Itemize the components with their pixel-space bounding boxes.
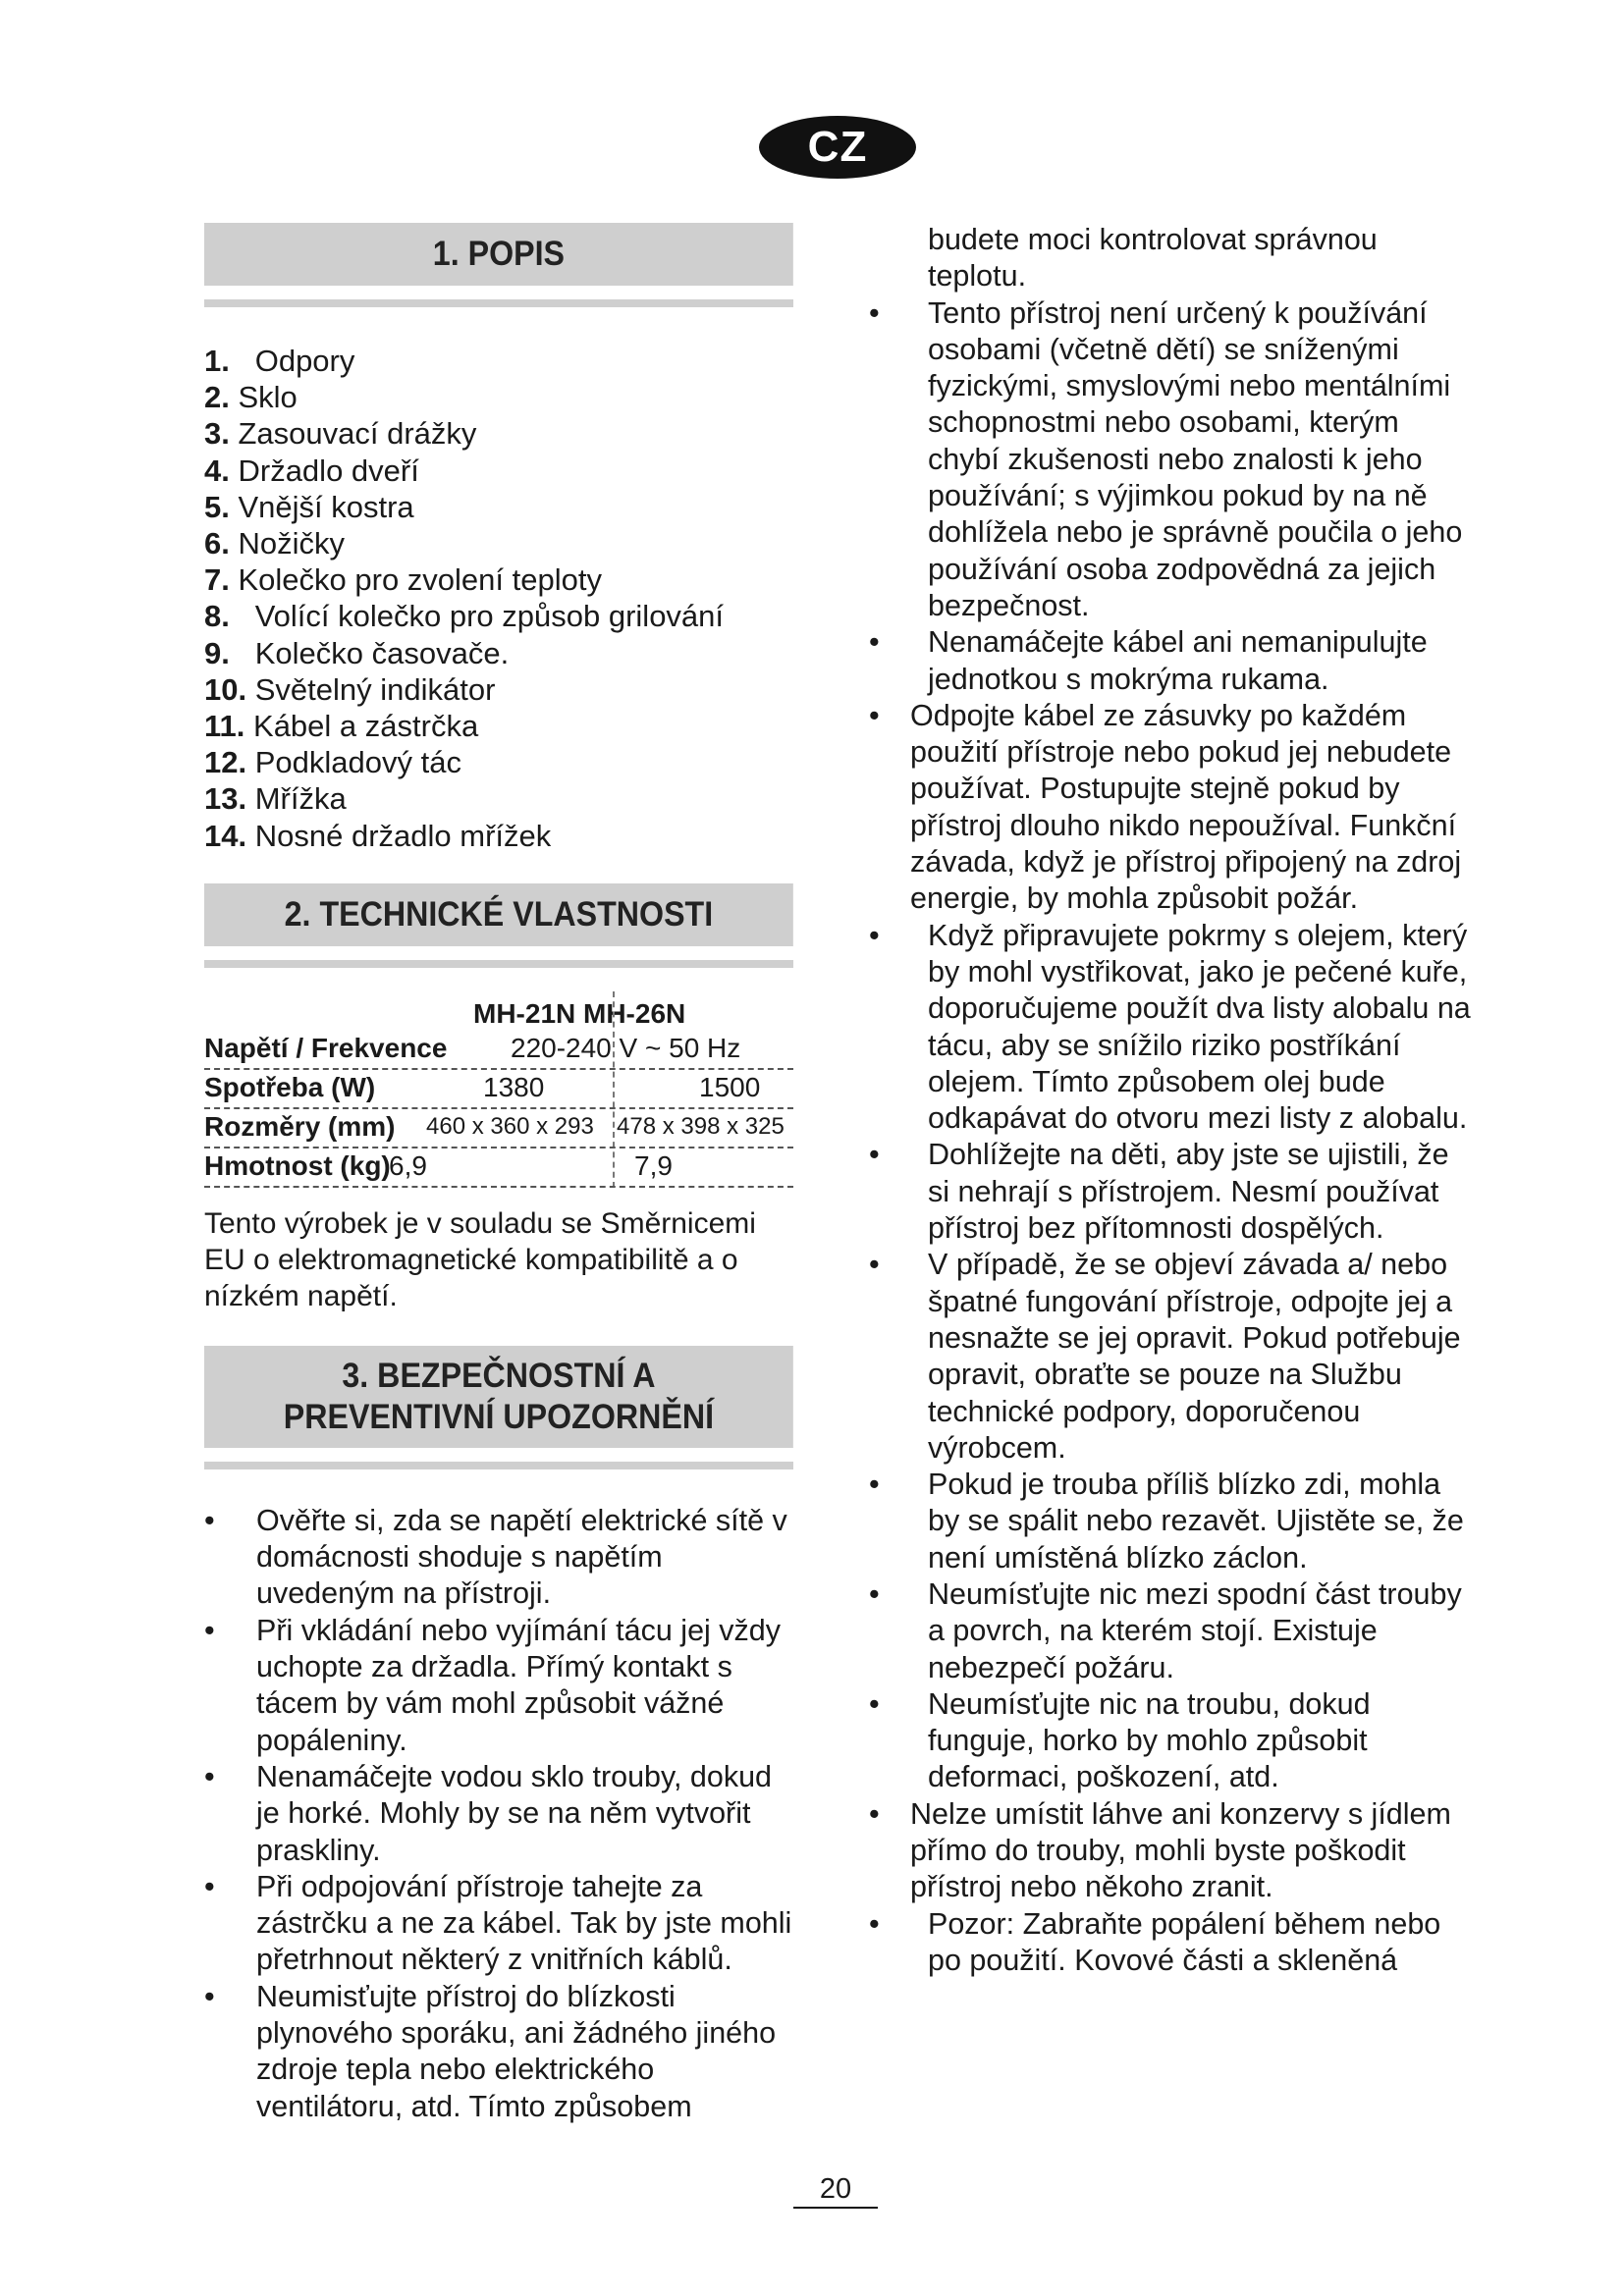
spec-row: Rozměry (mm) 460 x 360 x 293 478 x 398 x 325 — [204, 1109, 793, 1148]
list-item: • Pozor: Zabraňte popálení během nebo po použití. Kovové části a skleněná — [869, 1906, 1441, 1977]
spec-row: Napětí / Frekvence 220-240 V ~ 50 Hz — [204, 1031, 793, 1070]
list-item: 6. Nožičky — [204, 526, 345, 561]
right-column — [869, 222, 1473, 1979]
list-item: 13. Mřížka — [204, 781, 347, 817]
section-title-technical: 2. TECHNICKÉ VLASTNOSTI — [204, 883, 793, 946]
left-column — [204, 223, 793, 2125]
parts-list — [204, 343, 793, 854]
spec-row: Spotřeba (W) 1380 1500 — [204, 1070, 793, 1109]
section-title-popis: 1. POPIS — [204, 223, 793, 286]
list-item: • Dohlížejte na děti, aby jste se ujistili, že si nehrají s přístrojem. Nesmí používat přístroj bez přítomnosti dospělých. — [869, 1138, 1449, 1246]
section-divider — [204, 1462, 793, 1469]
spec-row: Hmotnost (kg) 6,9 7,9 — [204, 1148, 793, 1188]
list-item: 3. Zasouvací drážky — [204, 416, 477, 452]
list-item: • Neumísťujte nic mezi spodní část trouby a povrch, na kterém stojí. Existuje nebezpečí požáru. — [869, 1576, 1462, 1684]
safety-continuation: budete moci kontrolovat správnou teplotu. — [928, 223, 1378, 294]
list-item: 10. Světelný indikátor — [204, 671, 496, 707]
list-item: • V případě, že se objeví závada a/ nebo špatné fungování přístroje, odpojte jej a nesnažte se jej opravit. Pokud potřebuje opravit, obraťte se pouze na Službu technické podpory, doporučenou výrobcem. — [869, 1248, 1461, 1465]
list-item: 4. Držadlo dveří — [204, 453, 419, 488]
spec-models-header: MH-21N MH-26N — [473, 997, 686, 1029]
list-item: 9. Kolečko časovače. — [204, 635, 510, 670]
list-item: 2. Sklo — [204, 380, 298, 415]
list-item: 12. Podkladový tác — [204, 745, 461, 780]
compliance-note: Tento výrobek je v souladu se Směrnicemi EU o elektromagnetické kompatibilitě a o nízkém napětí. — [204, 1206, 756, 1312]
list-item: 14. Nosné držadlo mřížek — [204, 818, 552, 853]
section-divider — [204, 960, 793, 968]
list-item: • Tento přístroj není určený k používání osobami (včetně dětí) se sníženými fyzickými, smyslovými nebo mentálními schopnostmi nebo osobami, kterým chybí zkušenosti nebo znalosti k jeho používání; s výjimkou pokud by na ně dohlížela nebo je správně poučila o jeho používání osoba zodpovědná za jejich bezpečnost. — [869, 295, 1463, 622]
list-item: 7. Kolečko pro zvolení teploty — [204, 562, 602, 598]
list-item: 5. Vnější kostra — [204, 489, 414, 524]
list-item: • Ověřte si, zda se napětí elektrické sítě v domácnosti shoduje s napětím uvedeným na přístroji. — [204, 1503, 787, 1611]
list-item: 11. Kábel a zástrčka — [204, 709, 479, 744]
language-badge: CZ — [759, 116, 916, 179]
list-item: • Neumisťujte přístroj do blízkosti plynového sporáku, ani žádného jiného zdroje tepla nebo elektrického ventilátoru, atd. Tímto způsobem — [204, 1979, 777, 2123]
spec-table — [204, 997, 793, 1188]
list-item: • Odpojte kábel ze zásuvky po každém použití přístroje nebo pokud jej nebudete používat. Postupujte stejně pokud by přístroj dlouho nikdo nepoužíval. Funkční závada, když je přístroj připojený na zdroj energie, by mohla způsobit požár. — [869, 698, 1462, 916]
list-item: • Pokud je trouba příliš blízko zdi, mohla by se spálit nebo rezavět. Ujistěte se, že není umístěná blízko záclon. — [869, 1468, 1464, 1575]
section-divider — [204, 299, 793, 307]
section-title-safety: 3. BEZPEČNOSTNÍ A PREVENTIVNÍ UPOZORNĚNÍ — [204, 1346, 793, 1448]
list-item: 8. Volící kolečko pro způsob grilování — [204, 599, 725, 634]
list-item: • Neumísťujte nic na troubu, dokud funguje, horko by mohlo způsobit deformaci, poškození, atd. — [869, 1686, 1371, 1794]
list-item: • Nenamáčejte vodou sklo trouby, dokud je horké. Mohly by se na něm vytvořit praskliny. — [204, 1759, 773, 1867]
list-item: • Nelze umístit láhve ani konzervy s jídlem přímo do trouby, mohli byste poškodit přístroj nebo někoho zranit. — [869, 1796, 1451, 1904]
list-item: 1. Odpory — [204, 344, 355, 378]
safety-list-right — [869, 295, 1473, 1980]
list-item: • Při odpojování přístroje tahejte za zástrčku a ne za kábel. Tak by jste mohli přetrhnout některý z vnitřních káblů. — [204, 1869, 792, 1977]
page-number: 20 — [793, 2171, 878, 2209]
list-item: • Když připravujete pokrmy s olejem, který by mohl vystřikovat, jako je pečené kuře, doporučujeme použít dva listy alobalu na tácu, aby se snížilo riziko postříkání olejem. Tímto způsobem olej bude odkapávat do otvoru mezi listy z alobalu. — [869, 918, 1471, 1136]
safety-list-left — [204, 1503, 793, 2125]
list-item: • Nenamáčejte kábel ani nemanipulujte jednotkou s mokrýma rukama. — [869, 625, 1428, 696]
list-item: • Při vkládání nebo vyjímání tácu jej vždy uchopte za držadla. Přímý kontakt s tácem by vám mohl způsobit vážné popáleniny. — [204, 1613, 782, 1757]
